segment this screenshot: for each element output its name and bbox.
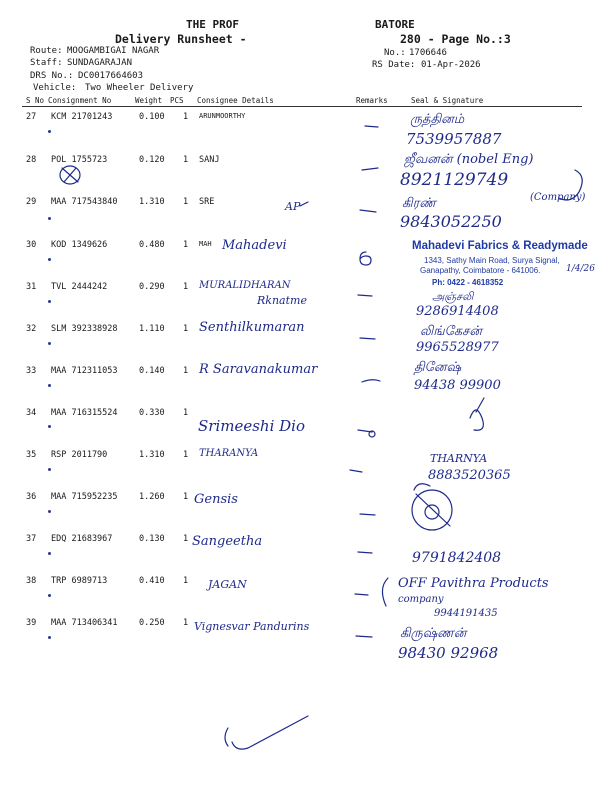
row-consignment: MAA 716315524: [51, 408, 118, 418]
row-consignment: MAA 715952235: [51, 492, 118, 502]
row-weight: 0.120: [139, 155, 165, 165]
drs-value: DC0017664603: [78, 71, 144, 81]
row-consignee: SANJ: [199, 155, 220, 165]
route-label: Route:: [30, 46, 63, 56]
signature-32-phone: 9965528977: [416, 340, 499, 355]
row-sno: 30: [26, 240, 37, 250]
row-weight: 1.310: [139, 450, 165, 460]
signature-31-name: அஞ்சலி: [432, 290, 474, 303]
signature-31-phone: 9286914408: [416, 304, 499, 319]
row-handwritten-name: Mahadevi: [222, 238, 287, 253]
col-sno: S No: [26, 96, 45, 105]
runsheet-title: Delivery Runsheet -: [115, 32, 247, 46]
route-value: MOOGAMBIGAI NAGAR: [67, 46, 160, 56]
row-consignment: MAA 712311053: [51, 366, 118, 376]
col-pcs: PCS: [170, 96, 184, 105]
no-label: No.:: [384, 48, 406, 58]
row-pcs: 1: [183, 240, 189, 250]
drs-label: DRS No.:: [30, 71, 74, 81]
row-weight: 1.310: [139, 197, 165, 207]
vehicle-value: Two Wheeler Delivery: [85, 83, 194, 93]
row-pcs: 1: [183, 576, 189, 586]
row-pcs: 1: [183, 282, 189, 292]
row-weight: 0.410: [139, 576, 165, 586]
stamp-date-note: 1/4/26: [566, 264, 595, 274]
row-pcs: 1: [183, 408, 189, 418]
staff-value: SUNDAGARAJAN: [67, 58, 133, 68]
row-consignee: THARANYA: [199, 448, 259, 459]
stamp-address-2: Ganapathy, Coimbatore - 641006.: [420, 266, 541, 275]
row-handwritten-name: JAGAN: [208, 578, 247, 591]
row-sno: 29: [26, 197, 37, 207]
date-label: RS Date:: [372, 60, 416, 70]
signature-29-name: கிரண்: [402, 196, 436, 211]
row-pcs: 1: [183, 112, 189, 122]
row-consignment: TRP 6989713: [51, 576, 108, 586]
row-weight: 0.130: [139, 534, 165, 544]
row-consignment: KCM 21701243: [51, 112, 113, 122]
row-handwritten-name: Gensis: [194, 492, 238, 507]
staff-label: Staff:: [30, 58, 63, 68]
signature-27-name: ருத்தினம்: [410, 112, 465, 127]
stamp-company-name: Mahadevi Fabrics & Readymade: [412, 240, 588, 252]
signature-32-name: லிங்கேசன்: [420, 324, 482, 339]
signature-38-company: company: [398, 594, 444, 605]
row-pcs: 1: [183, 492, 189, 502]
col-seal-signature: Seal & Signature: [411, 96, 484, 105]
row-pcs: 1: [183, 534, 189, 544]
row-consignment: KOD 1349626: [51, 240, 108, 250]
row-pcs: 1: [183, 324, 189, 334]
row-consignment: MAA 717543840: [51, 197, 118, 207]
row-sno: 38: [26, 576, 37, 586]
row-weight: 0.330: [139, 408, 165, 418]
row-sno: 28: [26, 155, 37, 165]
row-weight: 0.480: [139, 240, 165, 250]
row-weight: 1.260: [139, 492, 165, 502]
col-consignee: Consignee Details: [197, 96, 274, 105]
page-number: 280 - Page No.:3: [400, 32, 511, 46]
row-consignment: TVL 2444242: [51, 282, 108, 292]
signature-38-phone: 9944191435: [434, 608, 498, 619]
row-consignee: MAH: [199, 240, 212, 248]
row-handwritten-name: Sangeetha: [192, 534, 263, 549]
row-sno: 27: [26, 112, 37, 122]
col-weight: Weight: [135, 96, 163, 105]
row-handwritten-name: Senthilkumaran: [199, 320, 305, 335]
row-sno: 34: [26, 408, 37, 418]
stamp-phone: Ph: 0422 - 4618352: [432, 278, 504, 287]
signature-33-phone: 94438 99900: [414, 378, 501, 393]
row-sno: 32: [26, 324, 37, 334]
signature-35-phone: 8883520365: [428, 468, 511, 483]
stamp-address-1: 1343, Sathy Main Road, Surya Signal,: [424, 256, 560, 265]
row-handwritten-name: R Saravanakumar: [199, 362, 318, 377]
date-value: 01-Apr-2026: [421, 60, 481, 70]
signature-33-name: தினேஷ்: [414, 360, 462, 375]
row-handwritten-name: Vignesvar Pandurins: [194, 620, 310, 633]
row-pcs: 1: [183, 197, 189, 207]
row-pcs: 1: [183, 450, 189, 460]
signature-28-name: ஜீவனன் (nobel Eng): [404, 152, 534, 167]
row-pcs: 1: [183, 155, 189, 165]
row-sno: 33: [26, 366, 37, 376]
report-title-end: BATORE: [375, 18, 415, 31]
col-remarks: Remarks: [356, 96, 388, 105]
row-pcs: 1: [183, 366, 189, 376]
col-consignment: Consignment No: [48, 96, 112, 105]
row-weight: 0.100: [139, 112, 165, 122]
row-sno: 39: [26, 618, 37, 628]
row-consignment: RSP 2011790: [51, 450, 108, 460]
row-pcs: 1: [183, 618, 189, 628]
row-consignee: SRE: [199, 197, 215, 207]
row-handwritten-name: AP: [285, 200, 301, 213]
row-consignment: EDQ 21683967: [51, 534, 113, 544]
row-sno: 35: [26, 450, 37, 460]
row-sno: 36: [26, 492, 37, 502]
row-consignment: MAA 713406341: [51, 618, 118, 628]
row-handwritten-name: Rknatme: [257, 294, 307, 307]
row-consignment: POL 1755723: [51, 155, 108, 165]
row-weight: 1.110: [139, 324, 165, 334]
row-weight: 0.290: [139, 282, 165, 292]
signature-35-name: THARNYA: [430, 452, 488, 465]
signature-29-phone: 9843052250: [400, 212, 502, 231]
row-weight: 0.250: [139, 618, 165, 628]
signature-28-phone: 8921129749: [400, 170, 509, 190]
row-sno: 31: [26, 282, 37, 292]
report-title: THE PROF: [186, 18, 239, 31]
signature-38-note: OFF Pavithra Products: [398, 576, 549, 591]
signature-37-phone: 9791842408: [412, 550, 502, 566]
signature-39-phone: 98430 92968: [398, 644, 499, 662]
row-sno: 37: [26, 534, 37, 544]
signature-27-phone: 7539957887: [406, 130, 502, 148]
row-consignee: MURALIDHARAN: [199, 280, 291, 291]
no-value: 1706646: [409, 48, 447, 58]
vehicle-label: Vehicle:: [33, 83, 77, 93]
signature-39-name: கிருஷ்ணன்: [400, 626, 467, 641]
signature-28-note: (Company): [530, 192, 586, 203]
row-weight: 0.140: [139, 366, 165, 376]
row-handwritten-name: Srimeeshi Dio: [198, 417, 305, 435]
row-consignee: ARUNMOORTHY: [199, 112, 246, 120]
row-consignment: SLM 392338928: [51, 324, 118, 334]
